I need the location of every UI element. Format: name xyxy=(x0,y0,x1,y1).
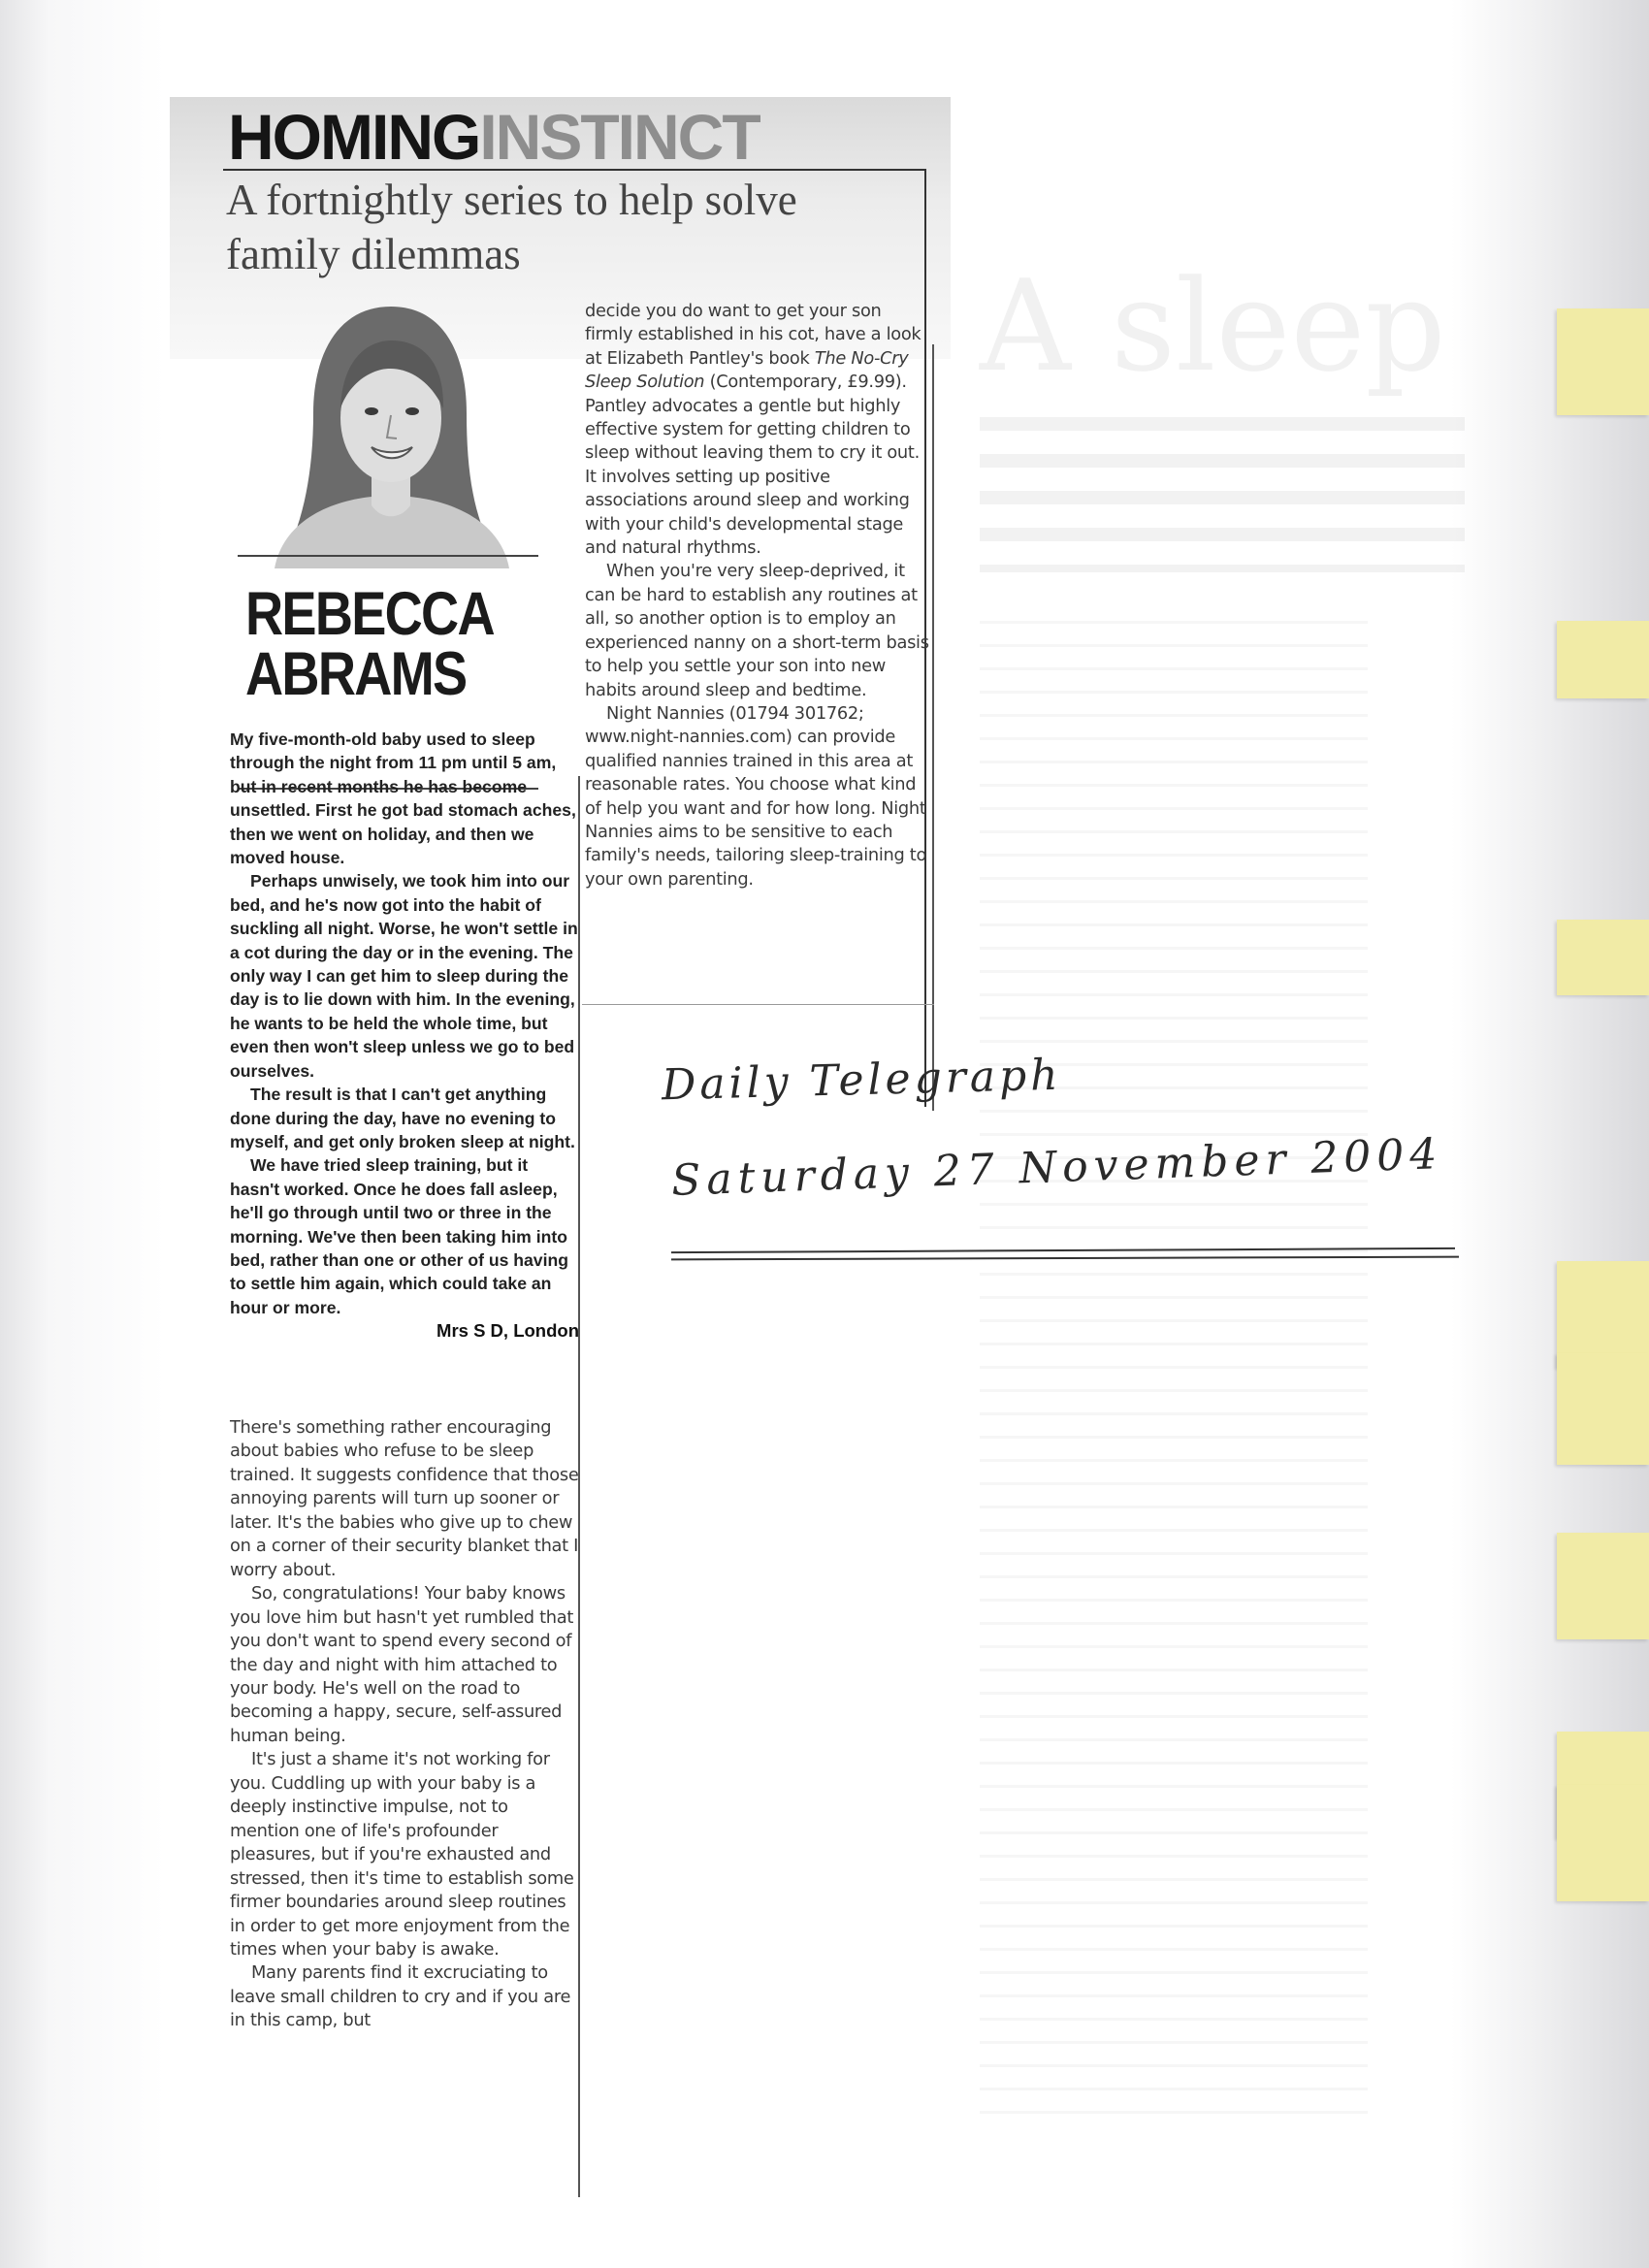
reply-paragraph: It's just a shame it's not working for you. Cuddling up with your baby is a deeply instinctive impulse, not to mention one of life's profounder pleasures, but if you're exhausted and stressed, then it's time to establish some firmer boundaries around sleep routines in order to get more enjoyment from the times when your baby is awake. xyxy=(230,1749,574,1960)
reply-paragraph: Many parents find it excruciating to leave small children to cry and if you are in this camp, but xyxy=(230,1962,571,2031)
letter-paragraph: Perhaps unwisely, we took him into our bed, and he's now got into the habit of suckling all night. Worse, he won't settle in a cot during the day or in the evening. The only way I can get him to sleep during the day is to lie down with him. In the evening, he wants to be held the whole time, but even then won't sleep unless we go to bed ourselves. xyxy=(230,871,578,1081)
series-title-part1: HOMING xyxy=(228,101,480,173)
sticky-tab xyxy=(1557,1785,1649,1901)
reply-paragraph: So, congratulations! Your baby knows you love him but hasn't yet rumbled that you don't want to spend every second of the day and night with him attached to your body. He's well on the road to becoming a happy, secure, self-assured human being. xyxy=(230,1583,574,1746)
letter-paragraph: The result is that I can't get anything done during the day, have no evening to myself, and get only broken sleep at night. xyxy=(230,1085,575,1151)
reply-paragraph: When you're very sleep-deprived, it can be hard to establish any routines at all, so another option is to employ an experienced nanny on a short-term basis to help you settle your son into new habits around sleep and bedtime. xyxy=(585,561,929,700)
sticky-tab xyxy=(1557,621,1649,698)
sticky-tab xyxy=(1557,1261,1649,1368)
letter-paragraph: My five-month-old baby used to sleep through the night from 11 pm until 5 am, but in recent months he has become unsettled. First he got bad stomach aches, then we went on holiday, and then we moved house. xyxy=(230,729,576,868)
series-title-part2: INSTINCT xyxy=(479,101,760,173)
author-last-name: ABRAMS xyxy=(245,640,467,708)
reader-letter xyxy=(230,728,579,1344)
column-divider xyxy=(932,344,934,1111)
reply-paragraph: There's something rather encouraging about babies who refuse to be sleep trained. It suggests confidence that those annoying parents will turn up sooner or later. It's the babies who give up to chew on a corner of their security blanket that I worry about. xyxy=(230,1417,579,1580)
columnist-reply xyxy=(230,1416,579,2033)
handwritten-date: Saturday 27 November 2004 xyxy=(670,1129,1444,1206)
sticky-tab xyxy=(1557,308,1649,415)
book-title: The No-Cry Sleep Solution xyxy=(585,347,909,393)
handwritten-note xyxy=(660,1050,1474,1288)
column-end-rule xyxy=(582,1004,934,1005)
sticky-tab xyxy=(1557,1533,1649,1639)
author-name xyxy=(245,580,498,708)
reply-paragraph: decide you do want to get your son firmly established in his cot, have a look at Elizabeth Pantley's book The No-Cry Sleep Solution (Contemporary, £9.99). Pantley advocates a gentle but highly effective system for getting children to sleep without leaving them to cry it out. It involves setting up positive associations around sleep and working with your child's developmental stage and natural rhythms. xyxy=(585,301,922,559)
letter-paragraph: We have tried sleep training, but it hasn't worked. Once he does fall asleep, he'll go through until two or three in the morning. We've then been taking him into bed, rather than one or other of us having to settle him again, which could take an hour or more. xyxy=(230,1155,568,1317)
handwritten-underline xyxy=(671,1247,1455,1253)
series-subtitle: A fortnightly series to help solve family dilemmas xyxy=(226,176,797,278)
columnist-reply-continued xyxy=(585,300,929,891)
sticky-tab xyxy=(1557,1353,1649,1465)
sticky-tab xyxy=(1557,920,1649,995)
series-title xyxy=(228,101,760,173)
author-first-name: REBECCA xyxy=(245,580,494,648)
handwritten-underline xyxy=(671,1256,1459,1261)
handwritten-publication: Daily Telegraph xyxy=(661,1050,1063,1111)
author-portrait xyxy=(245,297,536,568)
reply-paragraph: Night Nannies (01794 301762; www.night-nannies.com) can provide qualified nannies trained in this area at reasonable rates. You choose what kind of help you want and for how long. Night Nannies aims to be sensitive to each family's needs, tailoring sleep-training to your own parenting. xyxy=(585,702,927,890)
letter-signoff: Mrs S D, London xyxy=(436,1320,579,1342)
